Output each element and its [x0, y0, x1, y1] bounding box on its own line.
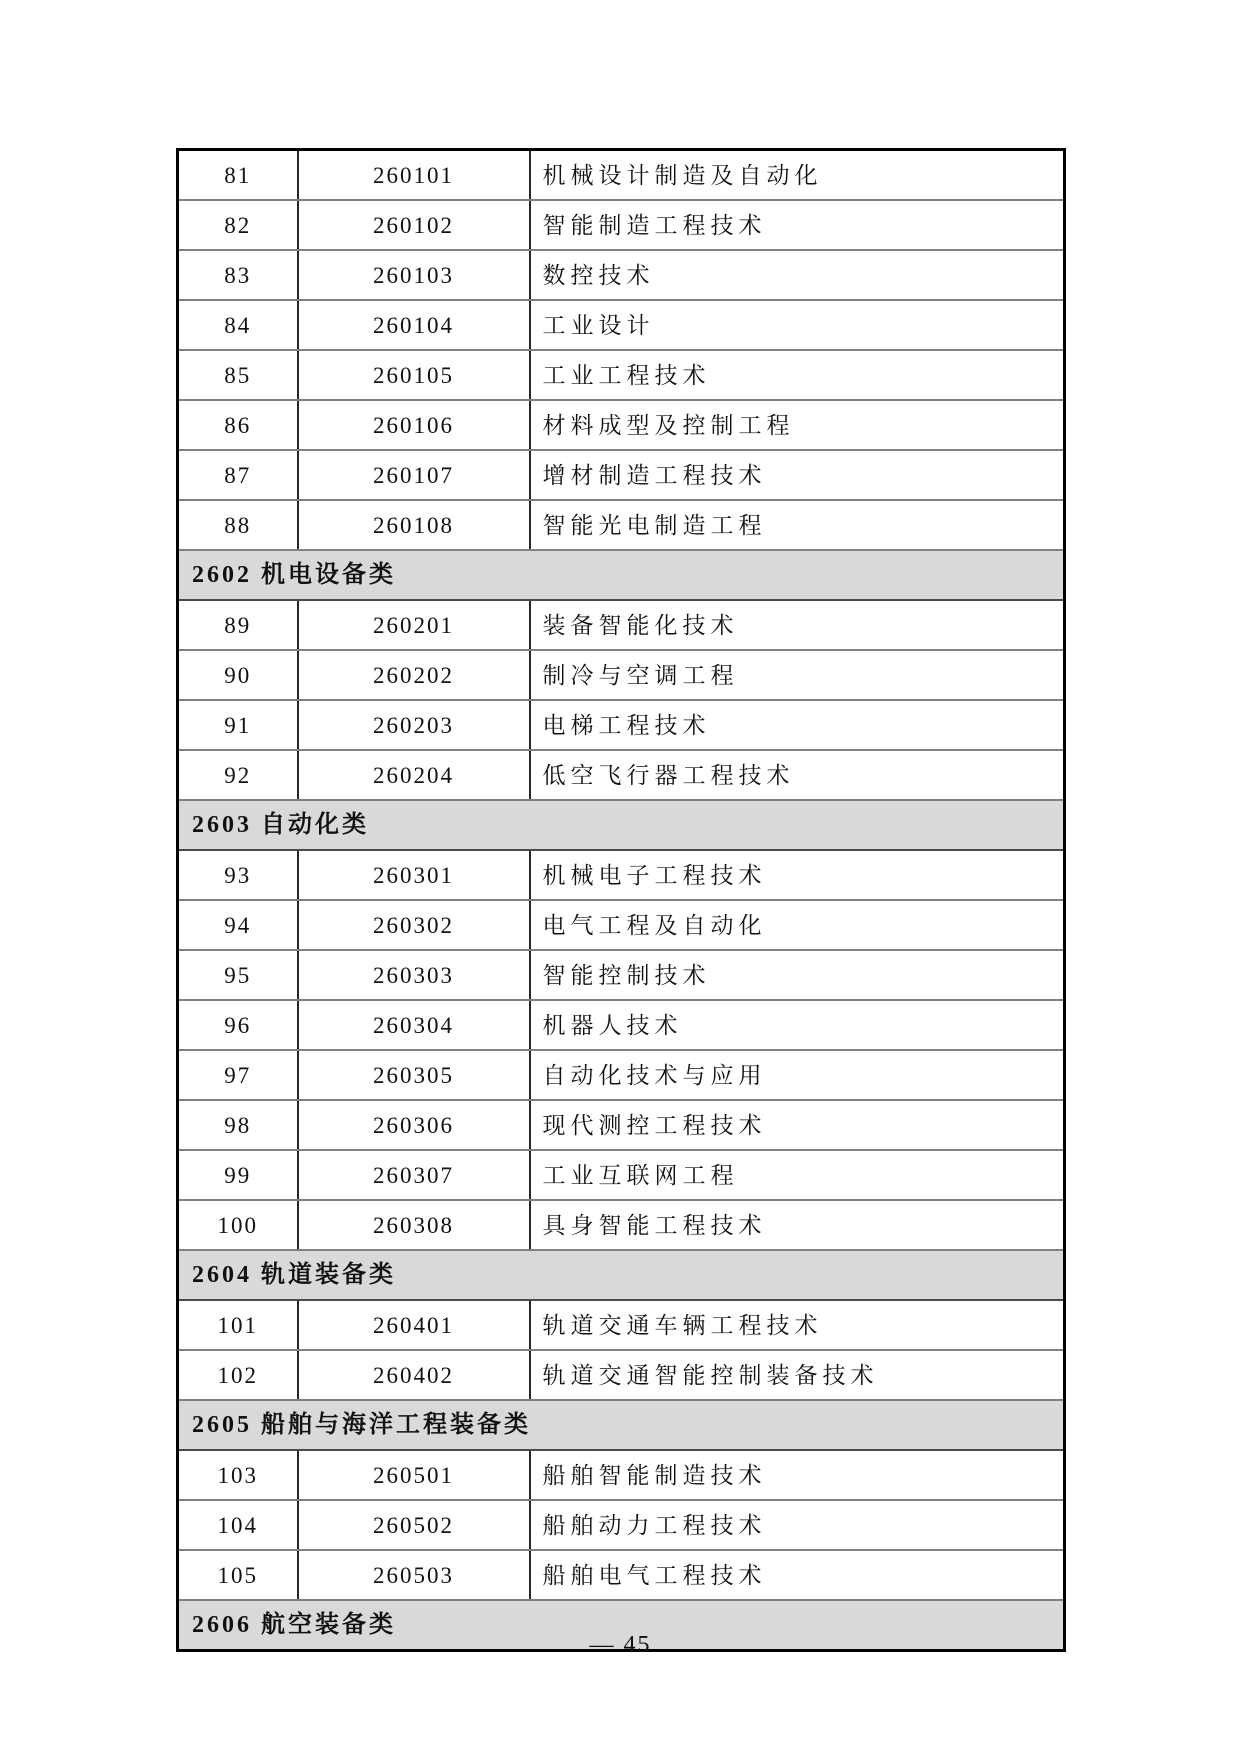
cell-index: 83 [178, 250, 298, 300]
cell-code: 260106 [298, 400, 530, 450]
cell-code: 260305 [298, 1050, 530, 1100]
cell-name: 工业设计 [530, 300, 1065, 350]
table-row [178, 200, 1065, 250]
cell-index: 103 [178, 1450, 298, 1500]
cell-name: 机器人技术 [530, 1000, 1065, 1050]
cell-code: 260107 [298, 450, 530, 500]
cell-name: 材料成型及控制工程 [530, 400, 1065, 450]
cell-code: 260307 [298, 1150, 530, 1200]
cell-code: 260503 [298, 1550, 530, 1600]
table-row [178, 1350, 1065, 1400]
cell-code: 260306 [298, 1100, 530, 1150]
cell-index: 98 [178, 1100, 298, 1150]
table-row [178, 1050, 1065, 1100]
table-row [178, 300, 1065, 350]
cell-code: 260104 [298, 300, 530, 350]
cell-index: 94 [178, 900, 298, 950]
cell-index: 96 [178, 1000, 298, 1050]
cell-name: 智能制造工程技术 [530, 200, 1065, 250]
cell-name: 自动化技术与应用 [530, 1050, 1065, 1100]
section-row [178, 550, 1065, 600]
section-header: 2602 机电设备类 [178, 550, 1065, 600]
cell-code: 260303 [298, 950, 530, 1000]
cell-code: 260203 [298, 700, 530, 750]
cell-name: 轨道交通智能控制装备技术 [530, 1350, 1065, 1400]
cell-index: 82 [178, 200, 298, 250]
cell-name: 增材制造工程技术 [530, 450, 1065, 500]
cell-name: 工业工程技术 [530, 350, 1065, 400]
cell-code: 260101 [298, 150, 530, 201]
table-row [178, 250, 1065, 300]
cell-name: 轨道交通车辆工程技术 [530, 1300, 1065, 1350]
cell-name: 机械电子工程技术 [530, 850, 1065, 900]
table-row [178, 150, 1065, 201]
section-row [178, 1400, 1065, 1450]
table-row [178, 650, 1065, 700]
table-row [178, 850, 1065, 900]
table-row [178, 1550, 1065, 1600]
cell-name: 船舶电气工程技术 [530, 1550, 1065, 1600]
section-row [178, 800, 1065, 850]
cell-name: 智能光电制造工程 [530, 500, 1065, 550]
cell-name: 具身智能工程技术 [530, 1200, 1065, 1250]
table-row [178, 750, 1065, 800]
table-row [178, 350, 1065, 400]
table-row [178, 1450, 1065, 1500]
cell-name: 智能控制技术 [530, 950, 1065, 1000]
cell-name: 机械设计制造及自动化 [530, 150, 1065, 201]
section-header: 2606 航空装备类 [178, 1600, 1065, 1651]
cell-code: 260102 [298, 200, 530, 250]
section-row [178, 1250, 1065, 1300]
cell-index: 92 [178, 750, 298, 800]
table-row [178, 950, 1065, 1000]
cell-index: 89 [178, 600, 298, 650]
cell-code: 260201 [298, 600, 530, 650]
cell-index: 88 [178, 500, 298, 550]
cell-name: 装备智能化技术 [530, 600, 1065, 650]
cell-code: 260302 [298, 900, 530, 950]
cell-index: 87 [178, 450, 298, 500]
cell-name: 船舶动力工程技术 [530, 1500, 1065, 1550]
cell-index: 81 [178, 150, 298, 201]
table-row [178, 500, 1065, 550]
cell-index: 102 [178, 1350, 298, 1400]
cell-code: 260402 [298, 1350, 530, 1400]
cell-index: 100 [178, 1200, 298, 1250]
table-row [178, 1150, 1065, 1200]
cell-index: 85 [178, 350, 298, 400]
section-header: 2603 自动化类 [178, 800, 1065, 850]
section-header: 2604 轨道装备类 [178, 1250, 1065, 1300]
section-header: 2605 船舶与海洋工程装备类 [178, 1400, 1065, 1450]
cell-code: 260204 [298, 750, 530, 800]
table-row [178, 1100, 1065, 1150]
cell-name: 低空飞行器工程技术 [530, 750, 1065, 800]
table-row [178, 400, 1065, 450]
cell-name: 工业互联网工程 [530, 1150, 1065, 1200]
table-row [178, 1200, 1065, 1250]
cell-index: 86 [178, 400, 298, 450]
cell-code: 260501 [298, 1450, 530, 1500]
table-body [178, 150, 1065, 1651]
table-row [178, 1000, 1065, 1050]
cell-name: 制冷与空调工程 [530, 650, 1065, 700]
majors-table [176, 148, 1066, 1652]
cell-index: 84 [178, 300, 298, 350]
table-row [178, 1500, 1065, 1550]
cell-code: 260301 [298, 850, 530, 900]
cell-code: 260308 [298, 1200, 530, 1250]
cell-code: 260202 [298, 650, 530, 700]
cell-name: 船舶智能制造技术 [530, 1450, 1065, 1500]
cell-index: 104 [178, 1500, 298, 1550]
cell-index: 95 [178, 950, 298, 1000]
cell-index: 97 [178, 1050, 298, 1100]
cell-name: 现代测控工程技术 [530, 1100, 1065, 1150]
page-number: — 45 [589, 1632, 652, 1658]
cell-name: 电气工程及自动化 [530, 900, 1065, 950]
cell-index: 91 [178, 700, 298, 750]
cell-code: 260401 [298, 1300, 530, 1350]
cell-code: 260108 [298, 500, 530, 550]
table-row [178, 1300, 1065, 1350]
cell-index: 99 [178, 1150, 298, 1200]
cell-index: 101 [178, 1300, 298, 1350]
cell-code: 260304 [298, 1000, 530, 1050]
cell-index: 90 [178, 650, 298, 700]
cell-name: 电梯工程技术 [530, 700, 1065, 750]
cell-index: 93 [178, 850, 298, 900]
table-row [178, 600, 1065, 650]
cell-index: 105 [178, 1550, 298, 1600]
table-row [178, 900, 1065, 950]
cell-code: 260103 [298, 250, 530, 300]
cell-code: 260502 [298, 1500, 530, 1550]
cell-name: 数控技术 [530, 250, 1065, 300]
table-row [178, 450, 1065, 500]
table-row [178, 700, 1065, 750]
cell-code: 260105 [298, 350, 530, 400]
